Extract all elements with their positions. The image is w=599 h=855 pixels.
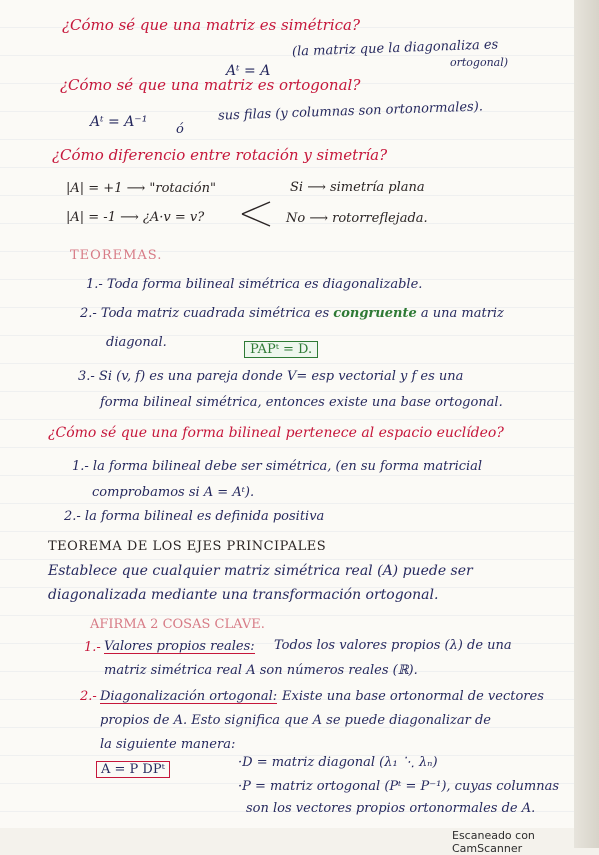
key-point-1-number: 1.- <box>84 640 101 655</box>
note-orthogonal: sus filas (y columnas son ortonormales). <box>217 99 484 124</box>
theorem-2-boxed-formula: PAPᵗ = D. <box>244 341 318 358</box>
theorem-3-line-2: forma bilineal simétrica, entonces existe una base ortogonal. <box>100 395 503 410</box>
key-point-2-number: 2.- <box>80 689 97 704</box>
branch-yes: Si ⟶ simetría plana <box>290 180 425 195</box>
note-symmetric-2: ortogonal) <box>450 56 509 69</box>
euclidean-item-1-line-1: 1.- la forma bilineal debe ser simétrica, (en su forma matricial <box>72 459 483 474</box>
diagonalization-boxed-formula: A = P DPᵗ <box>96 761 170 778</box>
theorem-2-text-a: 2.- Toda matriz cuadrada simétrica es <box>80 306 330 321</box>
euclidean-item-2: 2.- la forma bilineal es definida positiva <box>64 509 325 524</box>
connector-or: ó <box>176 122 184 137</box>
principal-axes-text-1: Establece que cualquier matriz simétrica real (A) puede ser <box>48 563 473 579</box>
euclidean-item-1-line-2: comprobamos si A = Aᵗ). <box>92 485 255 500</box>
key-point-1-label: Valores propios reales: <box>104 639 255 654</box>
principal-axes-text-2: diagonalizada mediante una transformación ortogonal. <box>48 587 439 603</box>
theorem-2-line-2: diagonal. <box>106 335 167 350</box>
key-point-1-text-2: matriz simétrica real A son números reales (ℝ). <box>104 663 418 678</box>
key-point-1-text: Todos los valores propios (λ) de una <box>274 638 512 653</box>
question-orthogonal-title: ¿Cómo sé que una matriz es ortogonal? <box>60 76 361 94</box>
theorem-2-highlight: congruente <box>333 306 417 321</box>
branch-arrows-icon <box>240 198 280 230</box>
formula-orthogonal: Aᵗ = A⁻¹ <box>90 114 148 130</box>
definition-p-2: son los vectores propios ortonormales de A. <box>246 801 536 816</box>
scanner-watermark: Escaneado con CamScanner <box>452 829 535 855</box>
key-points-heading: AFIRMA 2 COSAS CLAVE. <box>90 617 265 632</box>
theorem-2-line-1 <box>80 307 504 320</box>
definition-d: ·D = matriz diagonal (λ₁ ⋱ λₙ) <box>238 755 438 770</box>
theorem-1: 1.- Toda forma bilineal simétrica es diagonalizable. <box>86 277 423 292</box>
question-symmetric-title: ¿Cómo sé que una matriz es simétrica? <box>62 16 361 34</box>
key-point-2-text: Existe una base ortonormal de vectores <box>282 689 544 704</box>
note-symmetric-1: (la matriz que la diagonaliza es <box>291 37 499 60</box>
branch-no: No ⟶ rotorreflejada. <box>286 211 428 226</box>
determinant-minus-one: |A| = -1 ⟶ ¿A·v = v? <box>66 210 205 225</box>
key-point-2-label: Diagonalización ortogonal: <box>100 689 278 704</box>
principal-axes-heading: TEOREMA DE LOS EJES PRINCIPALES <box>48 539 327 554</box>
key-point-2-text-2: propios de A. Esto significa que A se puede diagonalizar de <box>100 713 491 728</box>
page-edge <box>574 0 599 848</box>
question-euclidean-title: ¿Cómo sé que una forma bilineal pertenece al espacio euclídeo? <box>48 425 504 441</box>
definition-p: ·P = matriz ortogonal (Pᵗ = P⁻¹), cuyas columnas <box>238 779 559 794</box>
question-rotation-title: ¿Cómo diferencio entre rotación y simetría? <box>52 146 388 164</box>
determinant-plus-one: |A| = +1 ⟶ "rotación" <box>66 181 216 196</box>
theorem-2-text-b: a una matriz <box>420 306 504 321</box>
theorem-3-line-1: 3.- Si (v, f) es una pareja donde V= esp vectorial y f es una <box>78 369 464 384</box>
formula-symmetric: Aᵗ = A <box>226 63 271 79</box>
key-point-2-text-3: la siguiente manera: <box>100 737 236 752</box>
theorems-heading: TEOREMAS. <box>70 248 163 263</box>
